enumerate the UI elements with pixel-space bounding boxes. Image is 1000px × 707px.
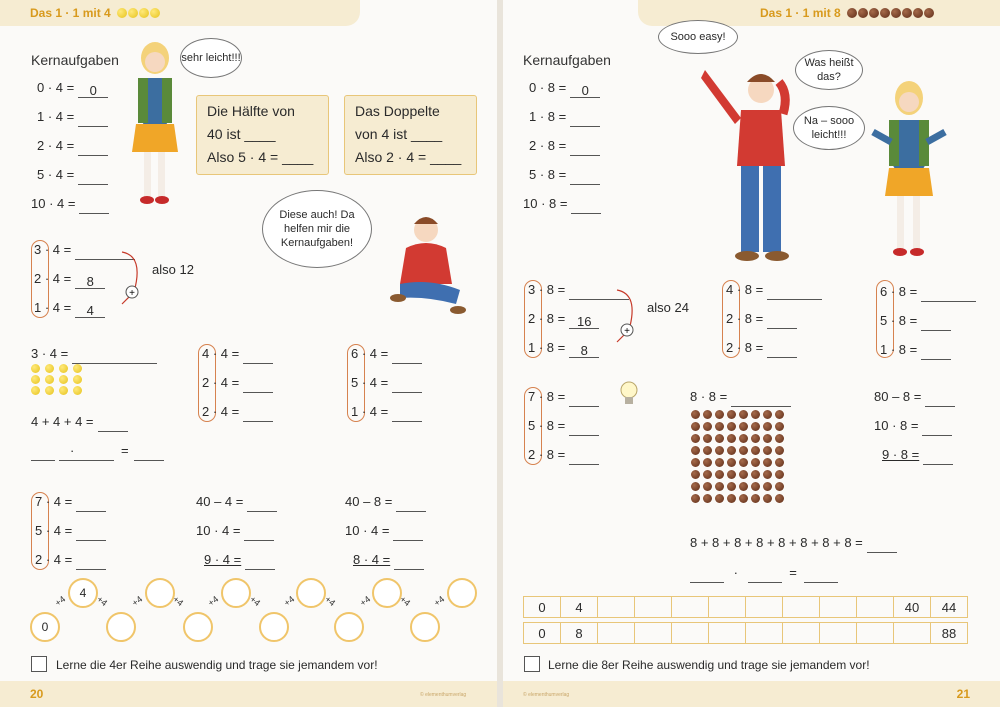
answer-field[interactable]: [748, 568, 782, 583]
c1-eq-1: 6 · 4 =: [351, 344, 422, 364]
brown-dot: [727, 470, 736, 479]
brown-dot: [691, 410, 700, 419]
table-cell[interactable]: [635, 623, 672, 644]
brown-dot: [715, 482, 724, 491]
brown-dot: [739, 494, 748, 503]
brown-dot: [739, 446, 748, 455]
rep-eq: 3 · 4 =: [31, 344, 157, 364]
half-box: Die Hälfte von 40 ist ____ Also 5 · 4 = ____: [196, 95, 329, 175]
b2-eq-1: 40 – 4 =: [196, 492, 277, 512]
also-label: also 12: [152, 262, 194, 277]
a2-eq-3: 2 · 8 =: [528, 445, 599, 465]
answer-field[interactable]: [392, 407, 422, 422]
plus-label: +4: [206, 593, 221, 609]
brown-dot: [739, 422, 748, 431]
chain-ring[interactable]: [334, 612, 364, 642]
answer-field[interactable]: [731, 392, 791, 407]
derive-eq-3: 1 · 4 = 4: [34, 298, 105, 318]
answer-field[interactable]: [245, 555, 275, 570]
b1-eq-1: 4 · 4 =: [202, 344, 273, 364]
brown-dot: [751, 482, 760, 491]
core-eq-2: 1 · 4 =: [37, 107, 108, 127]
derive-eq-1: 3 · 8 =: [528, 280, 629, 300]
answer-field[interactable]: [392, 378, 422, 393]
core-eq-5: 10 · 4 =: [31, 194, 109, 214]
brown-dot: [739, 434, 748, 443]
checkbox-icon[interactable]: [524, 656, 540, 672]
answer-field[interactable]: [394, 555, 424, 570]
c2-eq-2: 10 · 4 =: [345, 521, 423, 541]
plus-label: +4: [432, 593, 447, 609]
mul-rhs: [86, 441, 114, 461]
brown-dot: [703, 458, 712, 467]
core-eq-3: 2 · 8 =: [529, 136, 600, 156]
c1-eq-3: 1 · 8 =: [880, 340, 951, 360]
answer-field[interactable]: [921, 316, 951, 331]
speech-bubble-mid: Diese auch! Da helfen mir die Kernaufgaben!: [262, 190, 372, 268]
derive-eq-3: 1 · 8 = 8: [528, 338, 599, 358]
brown-dot: [763, 422, 772, 431]
answer-field[interactable]: [921, 287, 976, 302]
table-cell: 0: [524, 623, 561, 644]
answer-field[interactable]: [98, 417, 128, 432]
row-table-4: [523, 596, 968, 618]
speech-bubble-what: Was heißt das?: [795, 50, 863, 90]
header-dots-icon: [117, 8, 160, 18]
sum-eq: 4 + 4 + 4 =: [31, 412, 128, 432]
brown-dot: [703, 410, 712, 419]
svg-text:+: +: [624, 326, 630, 337]
table-cell[interactable]: [672, 623, 709, 644]
brown-dot: [715, 446, 724, 455]
answer-field[interactable]: [393, 526, 423, 541]
core-eq-3: 2 · 4 =: [37, 136, 108, 156]
brown-dot: [715, 458, 724, 467]
table-cell: 40: [894, 597, 931, 618]
brown-dot: [763, 446, 772, 455]
page-header: [0, 0, 360, 26]
c2-eq-3: 8 · 4 =: [353, 550, 424, 570]
brown-dot: [715, 494, 724, 503]
answer-field[interactable]: 16: [569, 314, 599, 329]
plus-arc-icon: [613, 286, 647, 352]
answer-field[interactable]: [767, 314, 797, 329]
section-title: Kernaufgaben: [523, 52, 611, 68]
b1-eq-3: 2 · 4 =: [202, 402, 273, 422]
answer-field[interactable]: [78, 170, 108, 185]
chain-ring-first[interactable]: 4: [68, 578, 98, 608]
girl-illustration: [128, 38, 183, 216]
brown-dot: [751, 410, 760, 419]
chain-ring[interactable]: [259, 612, 289, 642]
table-cell: 44: [931, 597, 968, 618]
answer-field[interactable]: [767, 343, 797, 358]
brown-dot: [775, 470, 784, 479]
brown-dot: [703, 494, 712, 503]
brown-dot: [763, 410, 772, 419]
core-eq-4: 5 · 8 =: [529, 165, 600, 185]
yellow-dots-icon: [31, 364, 85, 395]
answer-field[interactable]: [72, 349, 157, 364]
page-right: [503, 0, 1000, 707]
derive-eq-2: 2 · 8 = 16: [528, 309, 599, 329]
chain-ring[interactable]: [221, 578, 251, 608]
table-cell[interactable]: [746, 623, 783, 644]
answer-field[interactable]: [690, 568, 724, 583]
brown-dot: [715, 422, 724, 431]
table-cell[interactable]: [820, 597, 857, 618]
chain-ring[interactable]: [145, 578, 175, 608]
brown-dots-grid-icon: [691, 410, 785, 503]
brown-dot: [727, 422, 736, 431]
instruction: Lerne die 8er Reihe auswendig und trage sie jemandem vor!: [548, 658, 870, 672]
instruction: Lerne die 4er Reihe auswendig und trage sie jemandem vor!: [56, 658, 378, 672]
plus-label: +4: [358, 593, 373, 609]
chain-ring[interactable]: [372, 578, 402, 608]
answer-field[interactable]: [570, 112, 600, 127]
brown-dot: [751, 446, 760, 455]
answer-field[interactable]: [79, 199, 109, 214]
chain-ring[interactable]: [447, 578, 477, 608]
answer-field[interactable]: [922, 421, 952, 436]
answer-field[interactable]: [78, 141, 108, 156]
brown-dot: [727, 458, 736, 467]
brown-dot: [775, 458, 784, 467]
brown-dot: [763, 482, 772, 491]
answer-field[interactable]: [569, 450, 599, 465]
publisher-note: © elementhumverlag: [420, 692, 467, 698]
answer-field[interactable]: [76, 497, 106, 512]
answer-field[interactable]: [396, 497, 426, 512]
mul-answer: [134, 441, 164, 461]
brown-dot: [691, 422, 700, 431]
table-cell[interactable]: [746, 597, 783, 618]
double-box: Das Doppelte von 4 ist ____ Also 2 · 4 = ____: [344, 95, 477, 175]
header-title: Das 1 · 1 mit 4: [30, 6, 111, 20]
answer-field[interactable]: [804, 568, 838, 583]
header-title: Das 1 · 1 mit 8: [760, 6, 841, 20]
brown-dot: [763, 470, 772, 479]
answer-field[interactable]: [767, 285, 822, 300]
answer-field[interactable]: [921, 345, 951, 360]
c1-eq-3: 1 · 4 =: [351, 402, 422, 422]
also-label: also 24: [647, 300, 689, 315]
table-cell[interactable]: [598, 597, 635, 618]
b2-eq-2: 10 · 4 =: [196, 521, 274, 541]
brown-dot: [703, 470, 712, 479]
c1-eq-2: 5 · 4 =: [351, 373, 422, 393]
boy-standing-illustration: [701, 60, 806, 265]
table-cell[interactable]: [672, 597, 709, 618]
answer-field[interactable]: [31, 446, 55, 461]
answer-field[interactable]: [569, 392, 599, 407]
brown-dot: [703, 422, 712, 431]
brown-dot: [691, 482, 700, 491]
brown-dot: [715, 470, 724, 479]
answer-field[interactable]: [244, 526, 274, 541]
answer-field[interactable]: [247, 497, 277, 512]
table-cell[interactable]: [820, 623, 857, 644]
brown-dot: [751, 434, 760, 443]
brown-dot: [751, 422, 760, 431]
a2-eq-1: 7 · 8 =: [528, 387, 599, 407]
brown-dot: [727, 482, 736, 491]
answer-field[interactable]: [925, 392, 955, 407]
a2-eq-3: 2 · 4 =: [35, 550, 106, 570]
c2-eq-3: 9 · 8 =: [882, 445, 953, 465]
answer-field[interactable]: [923, 450, 953, 465]
brown-dot: [775, 446, 784, 455]
brown-dot: [715, 434, 724, 443]
plus-label: +4: [282, 593, 297, 609]
plus-label: +4: [95, 593, 110, 609]
mul-eq: · =: [690, 563, 838, 583]
a2-eq-2: 5 · 8 =: [528, 416, 599, 436]
chain-ring[interactable]: [183, 612, 213, 642]
mul-eq: [31, 441, 89, 461]
answer-field[interactable]: [867, 538, 897, 553]
c2-eq-2: 10 · 8 =: [874, 416, 952, 436]
brown-dot: [775, 410, 784, 419]
answer-field[interactable]: 8: [75, 274, 105, 289]
answer-field[interactable]: [570, 170, 600, 185]
answer-field[interactable]: [243, 349, 273, 364]
table-cell[interactable]: [783, 623, 820, 644]
table-cell[interactable]: [857, 623, 894, 644]
b1-eq-3: 2 · 8 =: [726, 338, 797, 358]
core-eq-1: 0 · 8 = 0: [529, 78, 600, 98]
girl-illustration: [869, 76, 949, 262]
core-eq-1: 0 · 4 = 0: [37, 78, 108, 98]
answer-field[interactable]: [569, 421, 599, 436]
brown-dot: [739, 458, 748, 467]
table-cell[interactable]: [635, 597, 672, 618]
table-cell[interactable]: [709, 623, 746, 644]
chain-ring-start[interactable]: 0: [30, 612, 60, 642]
answer-field[interactable]: [571, 199, 601, 214]
sum-eq: 8 + 8 + 8 + 8 + 8 + 8 + 8 + 8 =: [690, 533, 897, 553]
b1-eq-2: 2 · 4 =: [202, 373, 273, 393]
brown-dot: [691, 470, 700, 479]
header-dots-icon: [847, 8, 934, 18]
brown-dot: [775, 422, 784, 431]
core-eq-4: 5 · 4 =: [37, 165, 108, 185]
brown-dot: [775, 482, 784, 491]
derive-eq-1: 3 · 4 =: [34, 240, 135, 260]
brown-dot: [727, 410, 736, 419]
brown-dot: [751, 458, 760, 467]
page-footer: [503, 681, 1000, 707]
a2-eq-1: 7 · 4 =: [35, 492, 106, 512]
answer-field[interactable]: [570, 141, 600, 156]
brown-dot: [727, 494, 736, 503]
brown-dot: [775, 434, 784, 443]
brown-dot: [751, 470, 760, 479]
page-number: 20: [30, 687, 44, 701]
answer-field[interactable]: [392, 349, 422, 364]
speech-bubble-top: sehr leicht!!!: [180, 38, 242, 78]
brown-dot: [727, 446, 736, 455]
brown-dot: [751, 494, 760, 503]
core-eq-2: 1 · 8 =: [529, 107, 600, 127]
chain-ring[interactable]: [106, 612, 136, 642]
c2-eq-1: 80 – 8 =: [874, 387, 955, 407]
brown-dot: [715, 410, 724, 419]
table-cell[interactable]: [709, 597, 746, 618]
table-cell[interactable]: [894, 623, 931, 644]
plus-label: +4: [130, 593, 145, 609]
table-cell[interactable]: [783, 597, 820, 618]
page-left: [0, 0, 497, 707]
brown-dot: [763, 434, 772, 443]
brown-dot: [691, 458, 700, 467]
mul-equals: =: [121, 443, 129, 458]
plus-label: +4: [171, 593, 186, 609]
answer-field[interactable]: 0: [570, 83, 600, 98]
table-cell[interactable]: [598, 623, 635, 644]
answer-field[interactable]: 4: [75, 303, 105, 318]
answer-field[interactable]: 0: [78, 83, 108, 98]
brown-dot: [739, 482, 748, 491]
answer-field[interactable]: [76, 555, 106, 570]
boy-illustration: [370, 210, 470, 320]
light-bulb-icon: [619, 380, 639, 408]
brown-dot: [763, 494, 772, 503]
brown-dot: [703, 434, 712, 443]
brown-dot: [763, 458, 772, 467]
plus-label: +4: [323, 593, 338, 609]
brown-dot: [775, 494, 784, 503]
a2-eq-2: 5 · 4 =: [35, 521, 106, 541]
row-table-8: [523, 622, 968, 644]
svg-text:+: +: [129, 288, 135, 299]
answer-field[interactable]: [76, 526, 106, 541]
brown-dot: [727, 434, 736, 443]
answer-field[interactable]: 8: [569, 343, 599, 358]
brown-dot: [691, 446, 700, 455]
plus-arc-icon: [118, 248, 152, 314]
table-cell: 4: [561, 597, 598, 618]
brown-dot: [703, 446, 712, 455]
derive-eq-2: 2 · 4 = 8: [34, 269, 105, 289]
publisher-note: © elementhumverlag: [523, 692, 570, 698]
table-cell: 88: [931, 623, 968, 644]
brown-dot: [739, 410, 748, 419]
answer-field[interactable]: [243, 378, 273, 393]
speech-bubble-naso: Na – sooo leicht!!!: [793, 106, 865, 150]
chain-ring[interactable]: [296, 578, 326, 608]
table-cell[interactable]: [857, 597, 894, 618]
answer-field[interactable]: [78, 112, 108, 127]
b1-eq-2: 2 · 8 =: [726, 309, 797, 329]
answer-field[interactable]: [86, 446, 114, 461]
brown-dot: [739, 470, 748, 479]
b1-eq-1: 4 · 8 =: [726, 280, 822, 300]
square-eq: 8 · 8 =: [690, 387, 791, 407]
b2-eq-3: 9 · 4 =: [204, 550, 275, 570]
answer-field[interactable]: [134, 446, 164, 461]
speech-bubble-easy: Sooo easy!: [658, 20, 738, 54]
chain-ring[interactable]: [410, 612, 440, 642]
brown-dot: [691, 434, 700, 443]
table-cell: 0: [524, 597, 561, 618]
answer-field[interactable]: [243, 407, 273, 422]
brown-dot: [691, 494, 700, 503]
section-title: Kernaufgaben: [31, 52, 119, 68]
plus-label: +4: [248, 593, 263, 609]
checkbox-icon[interactable]: [31, 656, 47, 672]
core-eq-5: 10 · 8 =: [523, 194, 601, 214]
c1-eq-1: 6 · 8 =: [880, 282, 976, 302]
c2-eq-1: 40 – 8 =: [345, 492, 426, 512]
plus-label: +4: [398, 593, 413, 609]
brown-dot: [703, 482, 712, 491]
table-cell: 8: [561, 623, 598, 644]
mul-dot: ·: [70, 443, 75, 458]
page-number: 21: [956, 687, 970, 701]
c1-eq-2: 5 · 8 =: [880, 311, 951, 331]
plus-label: +4: [53, 593, 68, 609]
